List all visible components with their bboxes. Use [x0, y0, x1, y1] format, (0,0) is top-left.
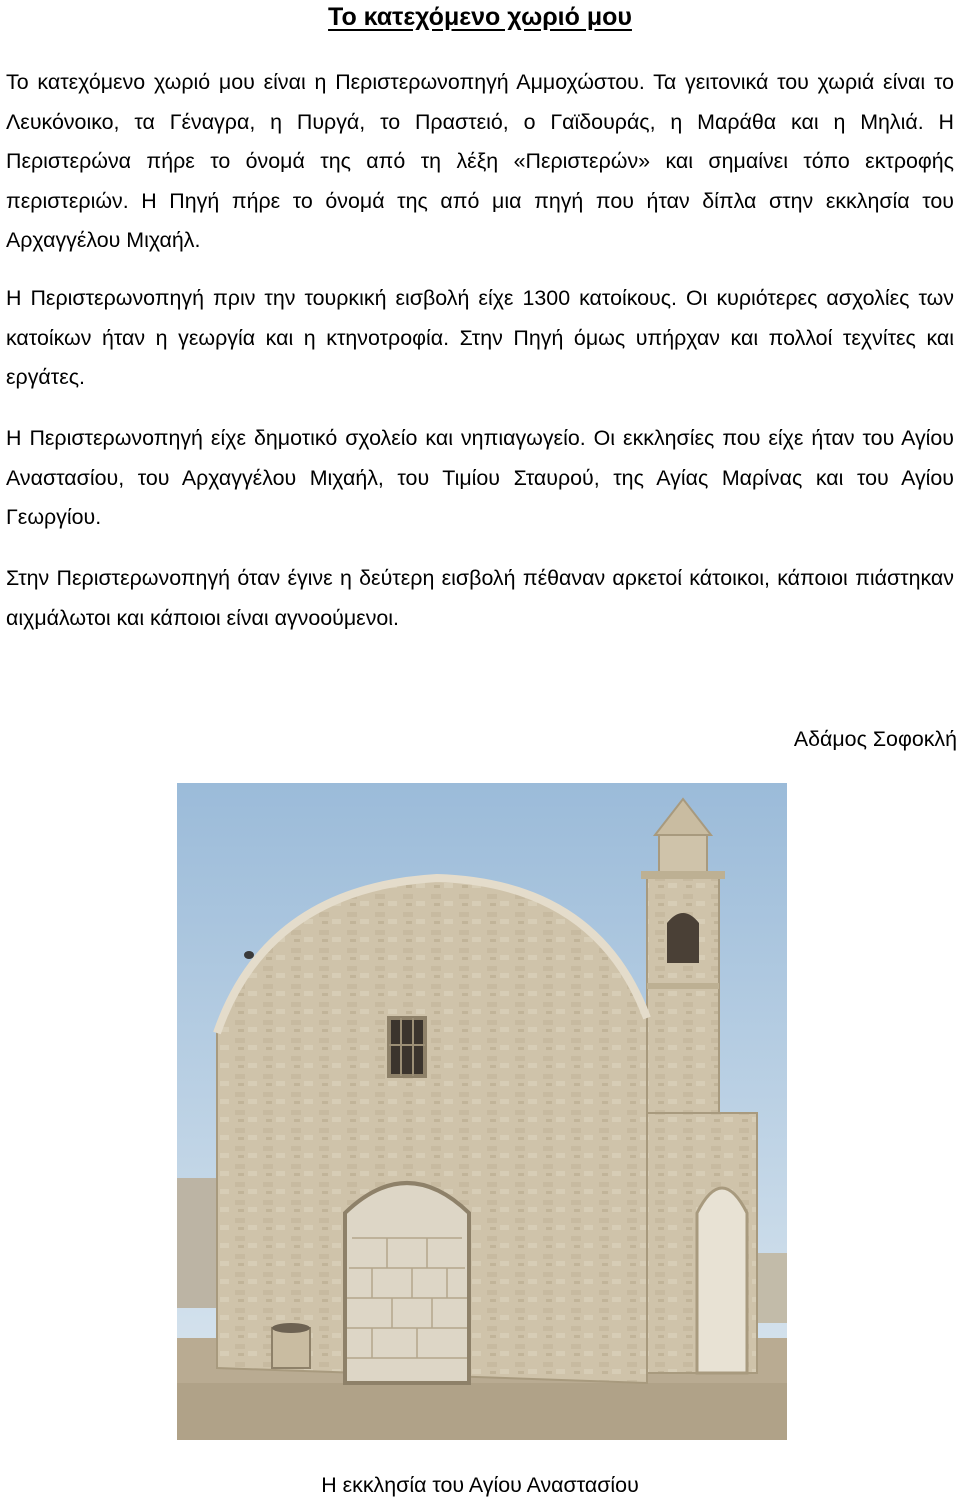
paragraph-village-names: Το κατεχόμενο χωριό μου είναι η Περιστερωνοπηγή Αμμοχώστου. Τα γειτονικά του χωριά είναι το Λευκόνοικο, τα Γέναγρα, η Πυργά, το Πραστειό, ο Γαϊδουράς, η Μαράθα και η Μηλιά. Η Περιστερώνα πήρε το όνομά της από τη λέξη «Περιστερών» και σημαίνει τόπο εκτροφής περιστεριών. Η Πηγή πήρε το όνομά της από μια πηγή που ήταν δίπλα στην εκκλησία του Αρχαγγέλου Μιχαήλ. — [6, 70, 954, 252]
bell-tower-band — [647, 983, 719, 989]
stone-well — [272, 1328, 310, 1368]
document-title — [0, 0, 960, 34]
church-window — [389, 1018, 425, 1076]
document-title-text: Το κατεχόμενο χωριό μου — [328, 3, 632, 31]
pigeon-icon — [244, 951, 254, 959]
side-arch — [697, 1188, 747, 1373]
paragraph-population: Η Περιστερωνοπηγή πριν την τουρκική εισβολή είχε 1300 κατοίκους. Οι κυριότερες ασχολίες των κατοίκων ήταν η γεωργία και η κτηνοτροφία. Στην Πηγή όμως υπήρχαν και πολλοί τεχνίτες και εργάτες. — [6, 286, 954, 389]
author-name: Αδάμος Σοφοκλή — [793, 727, 957, 751]
bell-opening-icon — [667, 913, 699, 963]
paragraph-invasion: Στην Περιστερωνοπηγή όταν έγινε η δεύτερη εισβολή πέθαναν αρκετοί κάτοικοι, κάποιοι πιάστηκαν αιχμάλωτοι και κάποιοι είναι αγνοούμενοι. — [6, 566, 954, 630]
church-door-blocked — [345, 1183, 469, 1383]
church-photo — [177, 783, 787, 1440]
paragraph-schools-churches: Η Περιστερωνοπηγή είχε δημοτικό σχολείο και νηπιαγωγείο. Οι εκκλησίες που είχε ήταν του Αγίου Αναστασίου, του Αρχαγγέλου Μιχαήλ, του Τιμίου Σταυρού, της Αγίας Μαρίνας και του Αγίου Γεωργίου. — [6, 426, 954, 529]
ground-shadow — [177, 1383, 787, 1440]
photo-caption: Η εκκλησία του Αγίου Αναστασίου — [321, 1473, 639, 1497]
bell-tower-ledge — [641, 871, 725, 879]
distant-building-left — [177, 1178, 217, 1308]
well-opening — [272, 1323, 310, 1333]
church-photo-illustration — [177, 783, 787, 1440]
